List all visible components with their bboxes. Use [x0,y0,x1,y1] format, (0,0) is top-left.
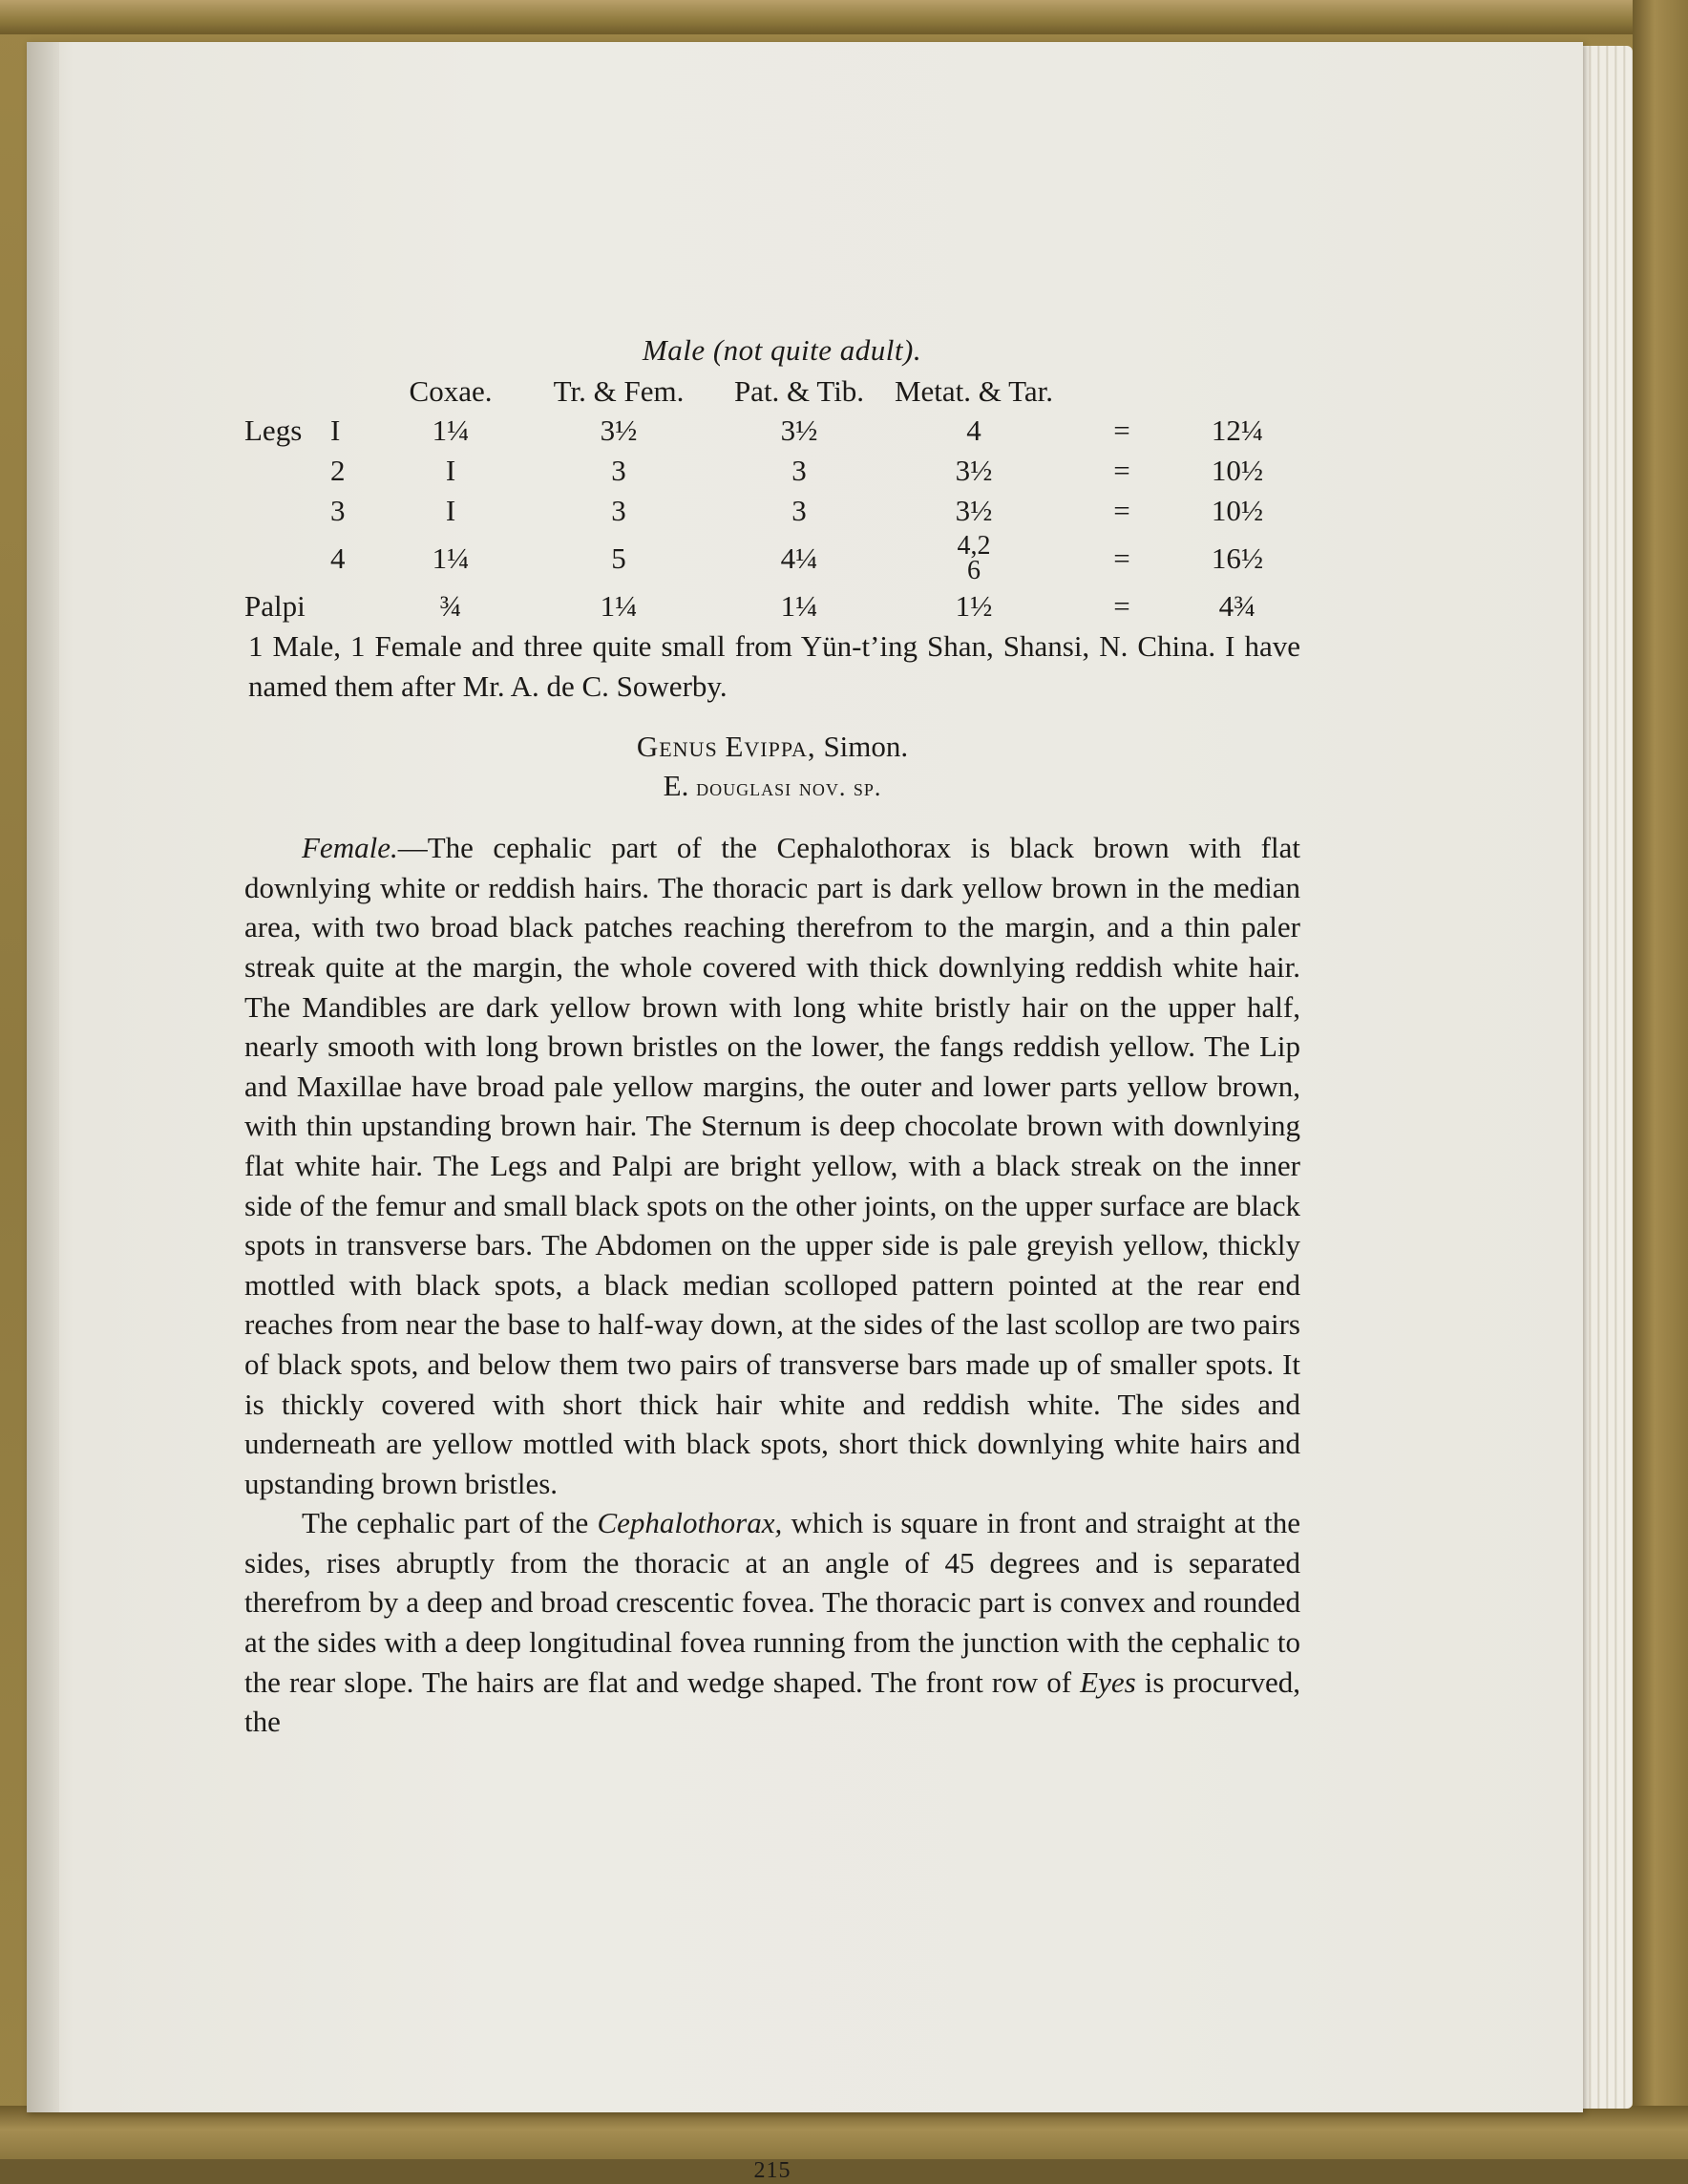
table-header-row [244,372,1300,411]
cell-equals: = [1113,454,1130,487]
stacked-value [957,531,991,585]
table-row [244,411,1300,451]
cell-equals: = [1113,541,1130,575]
row-label: Legs [244,413,303,447]
text-block [244,329,1301,2183]
species-name: douglasi [696,774,792,802]
row-label [244,531,330,586]
cover-board-bottom [0,2106,1688,2159]
row-number: 3 [330,494,346,527]
female-lead: Female. [302,831,398,865]
measurement-table [244,372,1300,626]
cell-equals: = [1113,589,1130,623]
row-number [330,586,384,626]
cell-pat: 3½ [780,413,818,447]
row-label [244,491,330,531]
species-status: nov. sp. [798,774,882,802]
cell-coxae: I [445,494,456,527]
female-text: —The cephalic part of the Cephalothorax is black brown with flat downlying white or reddish hairs. The thoracic part is dark yellow brown in the median area, with two broad black patches reaching therefrom to the margin, and a thin paler streak quite at the margin, the whole covered with thick downlying reddish white hair. The Mandibles are dark yellow brown with long white bristly hair on the upper half, nearly smooth with long brown bristles on the lower, the fangs reddish yellow. The Lip and Maxillae have broad pale yellow margins, the outer and lower parts yellow brown, with thin upstanding brown hair. The Sternum is deep chocolate brown with downlying flat white hair. The Legs and Palpi are bright yellow, with a black streak on the inner side of the femur and small black spots on the other joints, on the upper surface are black spots in transverse bars. The Abdomen on the upper side is pale greyish yellow, thickly mottled with black spots, a black median scolloped pattern pointed at the rear end reaches from near the base to half-way down, at the sides of the last scollop are two pairs of black spots, and below them two pairs of transverse bars made up of smaller spots. It is thickly covered with short thick hair white and reddish white. The sides and underneath are yellow mottled with black spots, short thick downlying white hairs and upstanding brown bristles. [244,831,1300,1500]
cell-pat: 1¼ [780,589,818,623]
page-number: 215 [753,2158,791,2183]
cell-equals: = [1113,413,1130,447]
cell-total: 12¼ [1211,413,1264,447]
cell-total: 10½ [1211,494,1264,527]
cell-met: 3½ [955,494,993,527]
cell-pat: 3 [791,494,807,527]
cell-fem: 3 [611,454,626,487]
table-row [244,451,1300,491]
genus-word: Genus [636,730,718,764]
cell-fem: 3 [611,494,626,527]
cell-coxae: 1¼ [432,413,470,447]
cell-met: 1½ [955,589,993,623]
para-text: The cephalic part of the [302,1506,598,1540]
cell-total: 4¾ [1218,589,1256,623]
stacked-bottom: 6 [967,556,981,585]
cover-board-right [1633,0,1688,2159]
table-row [244,531,1300,586]
cell-pat: 4¼ [780,541,818,575]
cell-coxae: ¾ [439,589,462,623]
cell-met: 3½ [955,454,993,487]
table-row [244,491,1300,531]
row-number: 2 [330,454,346,487]
genus-name: Evippa, [725,730,816,764]
locality-paragraph: 1 Male, 1 Female and three quite small from Yün-t’ing Shan, Shansi, N. China. I have named them after Mr. A. de C. Sowerby. [248,629,1300,703]
para-text: is procurved, the [244,1665,1300,1739]
cell-met [878,531,1069,586]
cephalothorax-paragraph [244,1503,1300,1742]
column-header: Pat. & Tib. [733,374,865,408]
cell-fem: 3½ [600,413,638,447]
cell-coxae: I [445,454,456,487]
page-gutter [27,42,59,2112]
cover-board-top [0,0,1688,34]
column-header: Coxae. [409,374,493,408]
cell-total: 10½ [1211,454,1264,487]
cell-total: 16½ [1211,541,1264,575]
cell-equals: = [1113,494,1130,527]
cell-pat: 3 [791,454,807,487]
table-row [244,586,1300,626]
row-label [244,451,330,491]
cell-fem: 5 [611,541,626,575]
row-number: 4 [330,541,346,575]
cell-fem: 1¼ [600,589,638,623]
row-number: I [330,413,341,447]
genus-heading [244,727,1300,766]
cell-coxae: 1¼ [432,541,470,575]
cell-met: 4 [966,413,981,447]
genus-author: Simon. [823,730,909,764]
term-eyes: Eyes [1080,1665,1136,1699]
column-header: Tr. & Fem. [553,374,685,408]
term-cephalothorax: Cephalothorax, [597,1506,783,1540]
species-abbrev: E. [663,769,689,803]
table-title: Male (not quite adult). [642,333,922,367]
book-page [27,42,1583,2183]
stacked-top: 4,2 [957,531,991,561]
species-heading [244,766,1300,807]
row-label: Palpi [244,589,306,623]
column-header: Metat. & Tar. [894,374,1053,408]
female-description [244,828,1300,1503]
para-text: which is square in front and straight at the sides, rises abruptly from the thoracic at an angle of 45 degrees and is separated therefrom by a deep and broad crescentic fovea. The thoracic part is convex and rounded at the sides with a deep longitudinal fovea running from the junction with the cephalic to the rear slope. The hairs are flat and wedge shaped. The front row of [244,1506,1301,1699]
